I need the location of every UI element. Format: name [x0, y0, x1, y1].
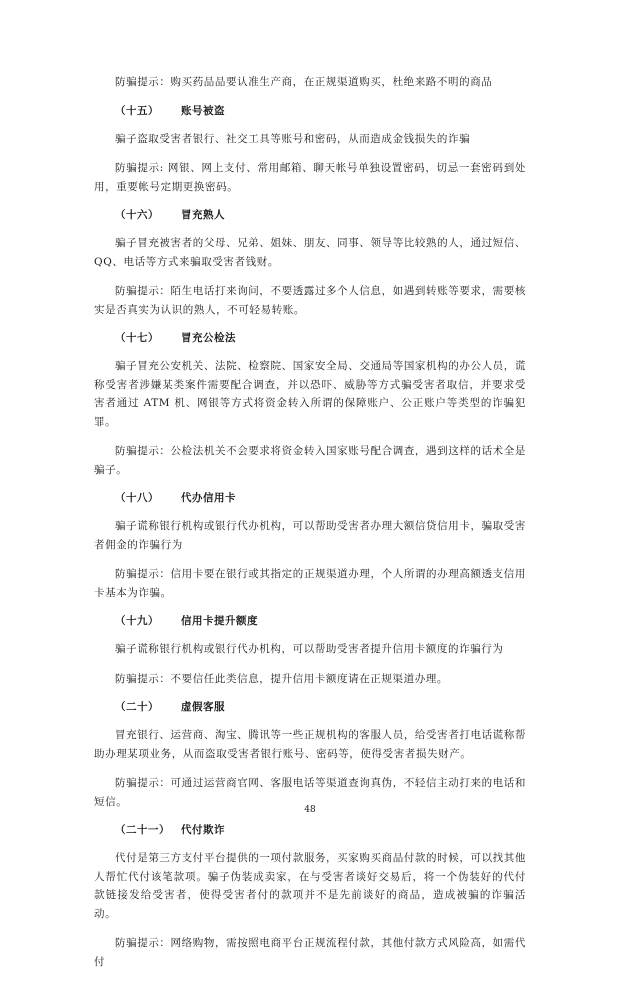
section-tip: 防骗提示：网络购物，需按照电商平台正规流程付款，其他付款方式风险高，如需代付: [94, 937, 526, 968]
section-heading: [94, 613, 526, 629]
section-body: 骗子谎称银行机构或银行代办机构，可以帮助受害者办理大额信贷信用卡，骗取受害者佣金的诈骗行为: [94, 520, 526, 551]
section-title: 账号被盗: [181, 104, 225, 117]
section-tip: 防骗提示：信用卡要在银行或其指定的正规渠道办理，个人所谓的办理高额透支信用卡基本为诈骗。: [94, 568, 526, 599]
section-tip: 防骗提示：陌生电话打来询问，不要透露过多个人信息，如遇到转账等要求，需要核实是否真实为认识的熟人，不可轻易转账。: [94, 285, 526, 316]
section-title: 信用卡提升额度: [181, 615, 258, 627]
page-content: [94, 73, 526, 982]
section-heading: [94, 822, 526, 838]
section-21: [94, 822, 526, 971]
section-18: [94, 490, 526, 602]
section-body: 骗子盗取受害者银行、社交工具等账号和密码，从而造成金钱损失的诈骗: [115, 132, 471, 145]
section-body: 骗子冒充被害者的父母、兄弟、姐妹、朋友、同事、领导等比较熟的人，通过短信、QQ、电话等方式来骗取受害者钱财。: [94, 237, 526, 268]
section-tip: 防骗提示：不要信任此类信息，提升信用卡额度请在正规渠道办理。: [115, 672, 448, 685]
section-number: （十五）: [115, 104, 159, 117]
page-number: 48: [304, 805, 316, 815]
section-body: 骗子冒充公安机关、法院、检察院、国家安全局、交通局等国家机构的办公人员，谎称受害者涉嫌某类案件需要配合调查，并以恐吓、威胁等方式骗受害者取信，并要求受害者通过 ATM 机、网银等方式将资金转入所谓的保障账户、公正账户等类型的诈骗犯罪。: [94, 360, 526, 428]
section-body: 代付是第三方支付平台提供的一项付款服务，买家购买商品付款的时候，可以找其他人帮忙代付该笔款项。骗子伪装成卖家，在与受害者谈好交易后，将一个伪装好的代付款链接发给受害者，使得受害者付的款项并不是先前谈好的商品，造成被骗的诈骗活动。: [94, 852, 526, 920]
section-tip: 防骗提示：公检法机关不会要求将资金转入国家账号配合调查，遇到这样的话术全是骗子。: [94, 445, 526, 476]
section-number: （二十一）: [115, 824, 170, 836]
section-number: （二十）: [115, 701, 159, 713]
section-heading: [94, 330, 526, 346]
section-tip: 防骗提示：可通过运营商官网、客服电话等渠道查询真伪，不轻信主动打来的电话和短信。: [94, 777, 526, 808]
section-heading: [94, 699, 526, 715]
section-17: [94, 330, 526, 479]
section-title: 冒充熟人: [181, 209, 225, 221]
section-number: （十八）: [115, 492, 159, 504]
section-title: 代付欺诈: [181, 824, 225, 836]
section-20: [94, 699, 526, 811]
section-number: （十六）: [115, 209, 159, 221]
section-19: [94, 613, 526, 688]
section-tip: 防骗提示: 网银、网上支付、常用邮箱、聊天帐号单独设置密码，切忌一套密码到处用，重要帐号定期更换密码。: [94, 162, 526, 193]
section-body: 骗子谎称银行机构或银行代办机构，可以帮助受害者提升信用卡额度的诈骗行为: [115, 643, 504, 655]
section-heading: [94, 103, 526, 119]
section-16: [94, 207, 526, 319]
section-heading: [94, 207, 526, 223]
section-body: 冒充银行、运营商、淘宝、腾讯等一些正规机构的客服人员，给受害者打电话谎称帮助办理某项业务，从而盗取受害者银行账号、密码等，使得受害者损失财产。: [94, 729, 526, 760]
section-number: （十九）: [115, 615, 159, 627]
intro-tip: 防骗提示：购买药品品要认准生产商，在正规渠道购买，杜绝来路不明的商品: [115, 76, 493, 88]
section-heading: [94, 490, 526, 506]
section-title: 代办信用卡: [181, 492, 236, 504]
section-number: （十七）: [115, 332, 159, 344]
section-title: 虚假客服: [181, 701, 225, 713]
section-title: 冒充公检法: [181, 332, 236, 344]
section-15: [94, 103, 526, 197]
